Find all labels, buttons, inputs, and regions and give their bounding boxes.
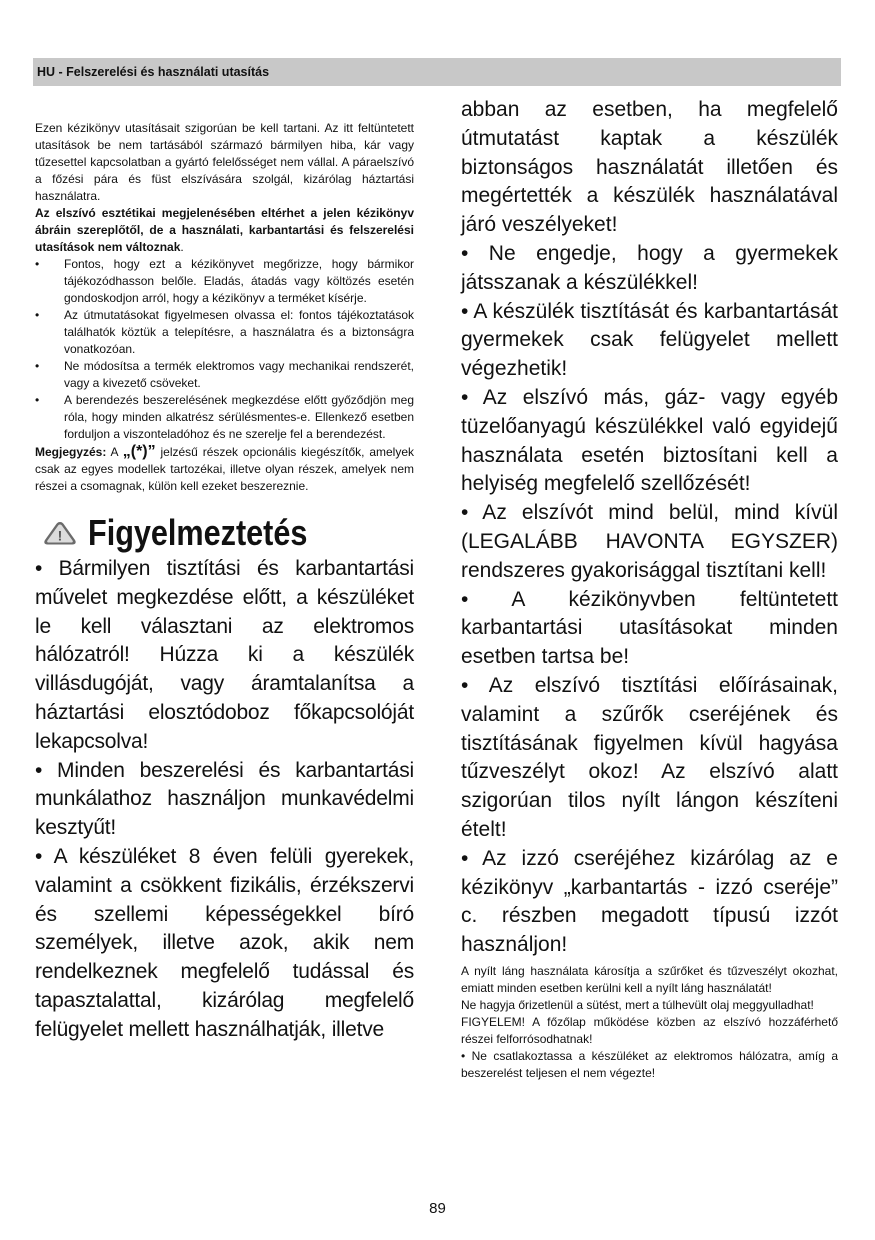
header-title: HU - Felszerelési és használati utasítás <box>37 65 270 79</box>
intro-notice-end: . <box>180 240 184 254</box>
list-item-text: Fontos, hogy ezt a kézikönyvet megőrizze, hogy bármikor tájékozódhasson belőle. Eladás, átadás vagy költözés esetén gondoskodjon arról, hogy a kézikönyv a terméket kísérje. <box>64 257 414 305</box>
bullet-dot: • <box>35 308 40 322</box>
warning-heading <box>35 511 414 555</box>
list-item <box>35 307 414 358</box>
warning-paragraph: • A készülék tisztítását és karbantartását gyermekek csak felügyelet mellett végezhetik! <box>461 299 838 381</box>
warning-paragraph: • Az izzó cseréjéhez kizárólag az e kézikönyv „karbantartás - izzó cseréje” c. részben megadott típusú izzót használjon! <box>461 846 838 957</box>
note-a: A <box>110 445 118 459</box>
warning-paragraph: • Az elszívó más, gáz- vagy egyéb tüzelőanyagú készülékkel való egyidejű használata esetén biztosítani kell a helyiség megfelelő szellőzését! <box>461 385 838 496</box>
warning-paragraph: • Ne engedje, hogy a gyermekek játsszanak a készülékkel! <box>461 241 838 294</box>
note-symbol: „(*)” <box>122 443 156 460</box>
small-note: FIGYELEM! A főzőlap működése közben az elszívó hozzáférhető részei felforrósodhatnak! <box>461 1014 838 1046</box>
bullet-dot: • <box>35 359 40 373</box>
warning-paragraph: • Minden beszerelési és karbantartási munkálathoz használjon munkavédelmi kesztyűt! <box>35 758 414 840</box>
list-item <box>35 392 414 443</box>
page-number: 89 <box>429 1200 446 1217</box>
intro-notice <box>35 205 414 256</box>
small-note: Ne hagyja őrizetlenül a sütést, mert a túlhevült olaj meggyulladhat! <box>461 997 814 1012</box>
list-item <box>35 256 414 307</box>
bullet-dot: • <box>35 393 40 407</box>
bullet-dot: • <box>35 257 40 271</box>
small-notes <box>461 963 838 1082</box>
small-note: A nyílt láng használata károsítja a szűrőket és tűzveszélyt okozhat, emiatt minden esetben kerülni kell a nyílt láng használatát! <box>461 963 838 995</box>
warning-left-text <box>35 555 414 1045</box>
list-item-text: Ne módosítsa a termék elektromos vagy mechanikai rendszerét, vagy a kivezető csöveket. <box>64 359 414 390</box>
note-label: Megjegyzés: <box>35 445 107 459</box>
header-bar <box>33 58 841 86</box>
list-item-text: A berendezés beszerelésének megkezdése előtt győződjön meg róla, hogy minden alkatrész sérülésmentes-e. Ellenkező esetben forduljon a viszonteladóhoz és ne szerelje fel a berendezést. <box>64 393 414 441</box>
list-item-text: Az útmutatásokat figyelmesen olvassa el: fontos tájékoztatások találhatók köztük a telepítésre, a használatra és a biztonságra vonatkozóan. <box>64 308 414 356</box>
warning-triangle-icon <box>42 520 78 546</box>
note-text: jelzésű részek opcionális kiegészítők, amelyek csak az egyes modellek tartozékai, illetve olyan részek, amelyek nem részei a csomagnak, külön kell ezeket beszereznie. <box>35 445 415 493</box>
note-paragraph <box>35 443 414 495</box>
warning-title: Figyelmeztetés <box>88 512 308 553</box>
warning-paragraph: • Bármilyen tisztítási és karbantartási művelet megkezdése előtt, a készüléket le kell választani az elektromos hálózatról! Húzza ki a készülék villásdugóját, vagy áramtalanítsa a háztartási elosztódoboz főkapcsolóját lekapcsolva! <box>35 557 414 753</box>
warning-paragraph: abban az esetben, ha megfelelő útmutatást kaptak a készülék biztonságos használatát illetően és megértették a készülék használatával járó veszélyeket! <box>461 98 838 237</box>
intro-section <box>35 120 414 495</box>
warning-paragraph: • A kézikönyvben feltüntetett karbantartási utasításokat minden esetben tartsa be! <box>461 587 838 669</box>
warning-icon-glyph: ! <box>57 527 63 544</box>
intro-bullet-list <box>35 256 414 443</box>
warning-paragraph: • Az elszívót mind belül, mind kívül (LEGALÁBB HAVONTA EGYSZER) rendszeres gyakorisággal tisztítani kell! <box>461 501 838 582</box>
left-column <box>35 120 414 1045</box>
right-column <box>461 96 838 1082</box>
intro-notice-bold: Az elszívó esztétikai megjelenésében eltérhet a jelen kézikönyv ábráin szereplőtől, de a használati, karbantartási és felszerelési utasítások nem változnak <box>35 206 414 254</box>
warning-paragraph: • A készüléket 8 éven felüli gyerekek, valamint a csökkent fizikális, érzékszervi és szellemi képességekkel bíró személyek, illetve azok, akik nem rendelkeznek megfelelő tudással és tapasztalattal, kizárólag megfelelő felügyelet mellett használhatják, illetve <box>35 844 414 1041</box>
warning-paragraph: • Az elszívó tisztítási előírásainak, valamint a szűrők cseréjének és tisztításának figyelmen kívül hagyása tűzveszélyt okoz! Az elszívó alatt szigorúan tilos nyílt lángon készíteni ételt! <box>461 673 838 841</box>
intro-paragraph: Ezen kézikönyv utasításait szigorúan be kell tartani. Az itt feltüntetett utasítások be nem tartásából származó bármilyen hiba, kár vagy tűzesettel kapcsolatban a gyártó felelősséget nem vállal. A páraelszívó a főzési pára és füst elszívására szolgál, kizárólag háztartási használatra. <box>35 121 414 203</box>
list-item <box>35 358 414 392</box>
small-note: • Ne csatlakoztassa a készüléket az elektromos hálózatra, amíg a beszerelést teljesen el nem végezte! <box>461 1048 838 1080</box>
